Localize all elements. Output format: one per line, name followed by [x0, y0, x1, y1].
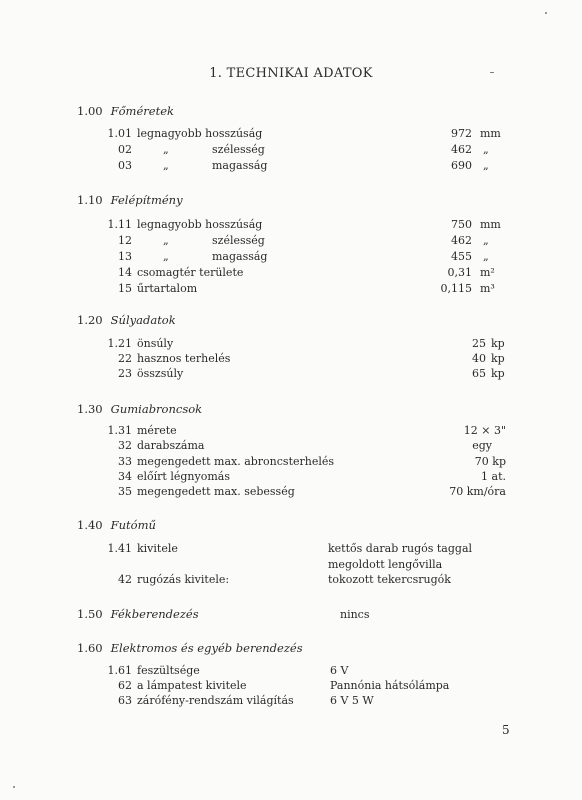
row-number: 1.11 [107, 218, 132, 231]
row-value: 0,31 [447, 266, 472, 279]
section-name: Futómű [110, 518, 156, 532]
row-value: 690 [451, 159, 472, 172]
spec-row [0, 438, 582, 453]
section-heading-felepitmeny [77, 193, 183, 207]
spec-row [0, 281, 582, 296]
row-value: 750 [451, 218, 472, 231]
row-unit: „ [483, 250, 489, 263]
row-value: 972 [451, 127, 472, 140]
section-number: 1.60 [77, 641, 103, 655]
row-value: nincs [340, 608, 370, 621]
row-number: 13 [118, 250, 132, 263]
row-number: 32 [118, 439, 132, 452]
spec-row [0, 484, 582, 499]
section-heading-elektromos [77, 641, 303, 655]
row-value: megoldott lengővilla [328, 558, 443, 571]
section-number: 1.10 [77, 193, 103, 207]
section-heading-futomu [77, 518, 156, 532]
section-name: Elektromos és egyéb berendezés [110, 641, 303, 655]
scan-speck [545, 12, 547, 14]
section-heading-gumiabroncsok [77, 402, 202, 416]
row-unit: m² [480, 266, 495, 279]
row-number: 02 [118, 143, 132, 156]
spec-row [0, 607, 582, 622]
spec-row [0, 678, 582, 693]
row-value: 455 [451, 250, 472, 263]
row-value: tokozott tekercsrugók [328, 573, 451, 586]
row-number: 1.31 [107, 424, 132, 437]
spec-row [0, 693, 582, 708]
row-label: csomagtér területe [137, 266, 244, 279]
section-heading-sulyadatok [77, 313, 176, 327]
row-label: megengedett max. sebesség [137, 485, 295, 498]
spec-row [0, 336, 582, 351]
row-number: 63 [118, 694, 132, 707]
row-value: 6 V [330, 664, 349, 677]
spec-row [0, 142, 582, 157]
row-number: 1.01 [107, 127, 132, 140]
row-value: 0,115 [440, 282, 472, 295]
row-unit: kp [491, 337, 505, 350]
row-label: kivitele [137, 542, 178, 555]
row-unit: mm [480, 127, 501, 140]
spec-row [0, 158, 582, 173]
section-number: 1.30 [77, 402, 103, 416]
row-number: 23 [118, 367, 132, 380]
row-label: szélesség [212, 143, 265, 156]
row-number: 35 [118, 485, 132, 498]
section-heading-foméretek [77, 104, 174, 118]
row-value: kettős darab rugós taggal [328, 542, 473, 555]
section-name: Fékberendezés [110, 607, 199, 621]
row-number: 15 [118, 282, 132, 295]
row-number: 1.21 [107, 337, 132, 350]
row-value: 40 [472, 352, 486, 365]
row-label: magasság [212, 159, 268, 172]
spec-row [0, 126, 582, 141]
row-label: összsúly [137, 367, 184, 380]
spec-row [0, 663, 582, 678]
ditto-mark: „ [163, 250, 169, 263]
spec-row [0, 423, 582, 438]
row-number: 62 [118, 679, 132, 692]
row-unit: „ [483, 234, 489, 247]
row-number: 22 [118, 352, 132, 365]
spec-row [0, 572, 582, 587]
row-value: 462 [451, 234, 472, 247]
spec-row [0, 217, 582, 232]
row-value: Pannónia hátsólámpa [330, 679, 450, 692]
row-value: 25 [472, 337, 486, 350]
row-label: szélesség [212, 234, 265, 247]
row-number: 14 [118, 266, 132, 279]
row-label: megengedett max. abroncsterhelés [137, 455, 335, 468]
scan-speck [490, 72, 494, 73]
ditto-mark: „ [163, 234, 169, 247]
row-value: 65 [472, 367, 486, 380]
spec-row [0, 557, 582, 572]
section-number: 1.00 [77, 104, 103, 118]
row-label: mérete [137, 424, 177, 437]
row-label: legnagyobb hosszúság [137, 127, 263, 140]
row-value: 70 km/óra [449, 485, 506, 498]
spec-row [0, 265, 582, 280]
row-number: 34 [118, 470, 132, 483]
page-number: 5 [502, 723, 510, 737]
spec-row [0, 469, 582, 484]
row-value: 12 × 3" [463, 424, 506, 437]
row-value: 6 V 5 W [330, 694, 374, 707]
row-unit: kp [491, 367, 505, 380]
row-label: darabszáma [137, 439, 205, 452]
ditto-mark: „ [163, 159, 169, 172]
ditto-mark: „ [163, 143, 169, 156]
row-value: egy [472, 439, 492, 452]
row-value: 70 kp [474, 455, 506, 468]
row-value: 462 [451, 143, 472, 156]
row-number: 33 [118, 455, 132, 468]
spec-row [0, 454, 582, 469]
row-value: 1 at. [481, 470, 506, 483]
spec-row [0, 351, 582, 366]
row-label: zárófény-rendszám világítás [137, 694, 294, 707]
scan-speck [13, 786, 15, 788]
section-name: Felépítmény [110, 193, 183, 207]
section-name: Főméretek [110, 104, 174, 118]
row-unit: „ [483, 143, 489, 156]
section-number: 1.20 [77, 313, 103, 327]
row-unit: kp [491, 352, 505, 365]
section-number: 1.40 [77, 518, 103, 532]
row-label: magasság [212, 250, 268, 263]
row-unit: mm [480, 218, 501, 231]
row-label: űrtartalom [137, 282, 198, 295]
row-label: hasznos terhelés [137, 352, 231, 365]
spec-row [0, 541, 582, 556]
row-label: rugózás kivitele: [137, 573, 230, 586]
row-number: 1.41 [107, 542, 132, 555]
spec-row [0, 366, 582, 381]
row-label: előírt légnyomás [137, 470, 230, 483]
row-number: 42 [118, 573, 132, 586]
spec-row [0, 249, 582, 264]
row-number: 1.61 [107, 664, 132, 677]
page-title: 1. TECHNIKAI ADATOK [209, 66, 373, 81]
row-unit: „ [483, 159, 489, 172]
row-number: 03 [118, 159, 132, 172]
section-number: 1.50 [77, 607, 103, 621]
row-label: legnagyobb hosszúság [137, 218, 263, 231]
row-number: 12 [118, 234, 132, 247]
row-label: feszültsége [137, 664, 200, 677]
spec-row [0, 233, 582, 248]
section-name: Gumiabroncsok [110, 402, 203, 416]
row-unit: m³ [480, 282, 495, 295]
row-label: önsúly [137, 337, 174, 350]
row-label: a lámpatest kivitele [137, 679, 247, 692]
section-name: Súlyadatok [110, 313, 176, 327]
